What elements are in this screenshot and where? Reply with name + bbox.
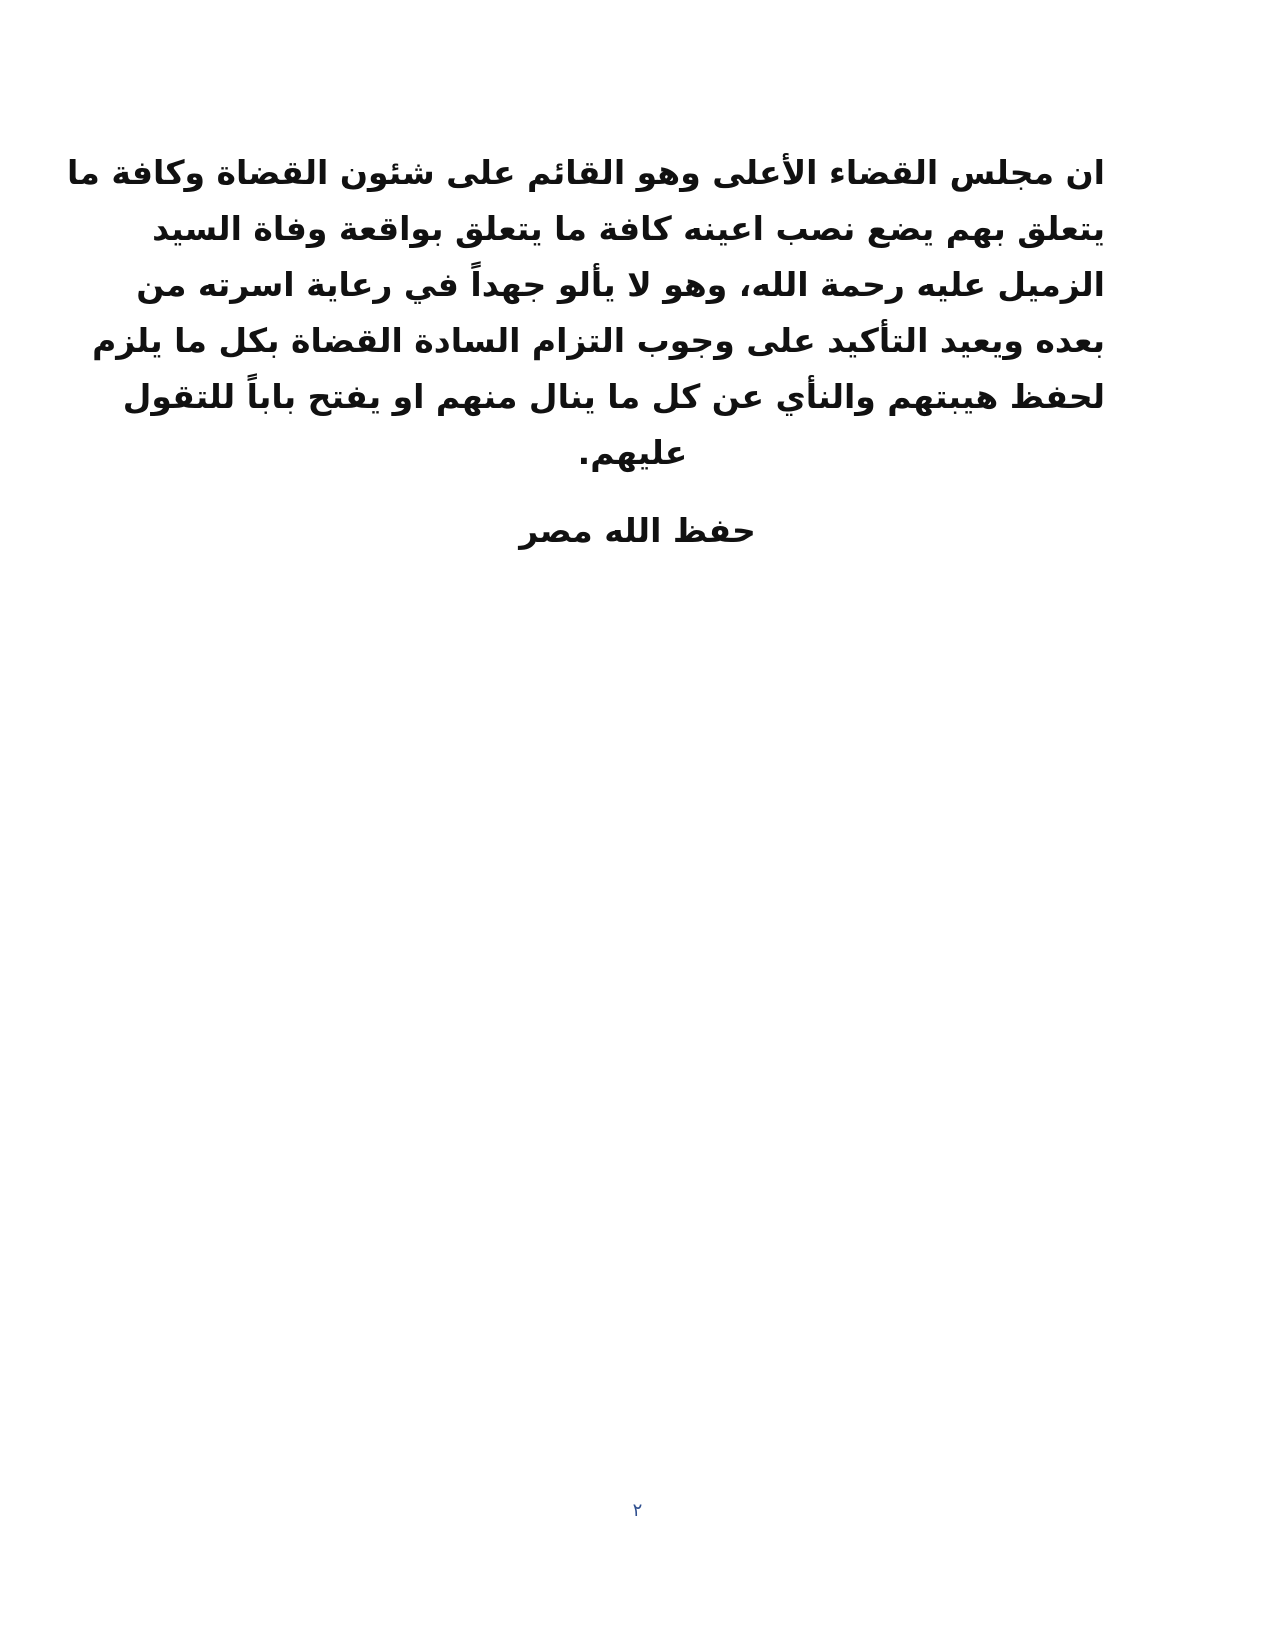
body-line-5: لحفظ هيبتهم والنأي عن كل ما ينال منهم او يفتح باباً للتقول [122, 377, 1105, 416]
body-line-3: الزميل عليه رحمة الله، وهو لا يألو جهداً في رعاية اسرته من [136, 265, 1105, 304]
body-line-1: ان مجلس القضاء الأعلى وهو القائم على شئون القضاة وكافة ما [67, 153, 1105, 192]
closing-line: حفظ الله مصر [519, 511, 756, 550]
body-line-4: بعده ويعيد التأكيد على وجوب التزام السادة القضاة بكل ما يلزم [92, 321, 1105, 360]
body-line-6: عليهم. [577, 433, 688, 472]
page-number: ٢ [632, 1500, 643, 1521]
body-line-2: يتعلق بهم يضع نصب اعينه كافة ما يتعلق بواقعة وفاة السيد [152, 209, 1105, 248]
body-paragraph [67, 145, 1105, 481]
